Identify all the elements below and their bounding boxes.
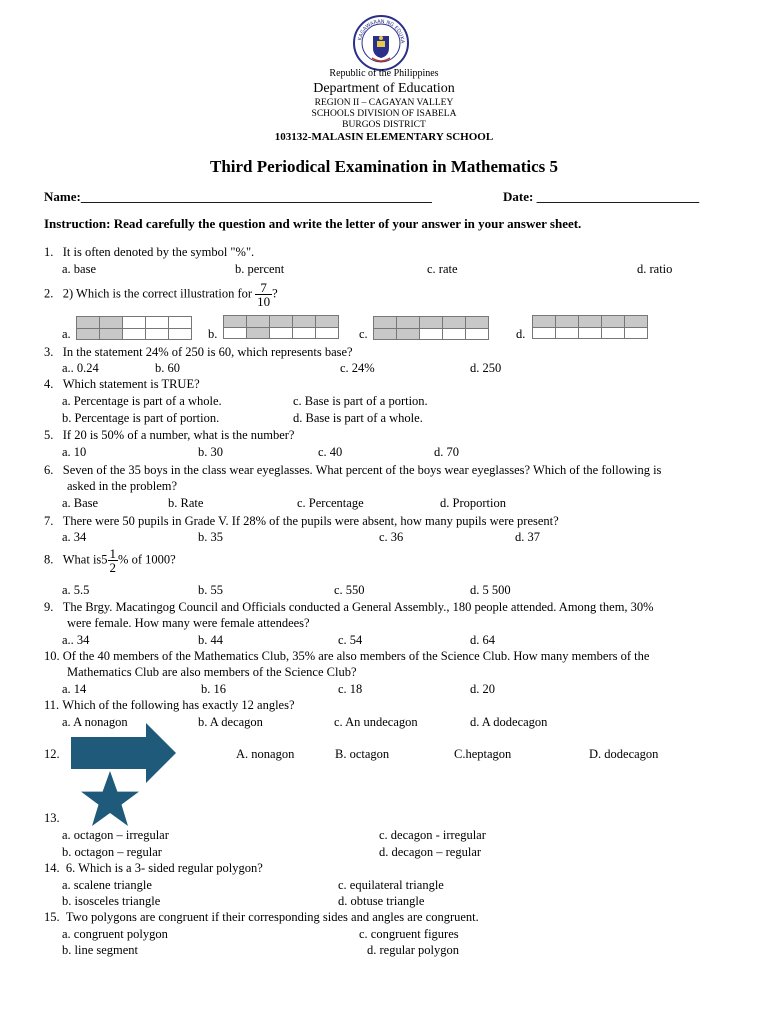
option-b[interactable]: b. isosceles triangle [62, 894, 161, 908]
question-text: What is5 [62, 552, 108, 567]
fraction-part [397, 329, 419, 340]
fraction-cell [602, 316, 625, 338]
fraction-part [247, 328, 269, 339]
fraction-part [247, 316, 269, 328]
option-b[interactable]: b. 35 [198, 530, 223, 544]
date-field[interactable]: Date: _________________________ [503, 189, 700, 204]
option-d[interactable]: d. 64 [470, 633, 495, 647]
fraction-cell [625, 316, 647, 338]
fraction-part [466, 317, 488, 329]
fraction-cell [77, 317, 100, 339]
fraction-cell [466, 317, 488, 339]
fraction-cell [247, 316, 270, 338]
option-c[interactable]: c. decagon - irregular [379, 828, 486, 842]
fraction-cell [100, 317, 123, 339]
fraction-part [374, 329, 396, 340]
star-shape-figure [79, 770, 141, 828]
republic-label: Republic of the Philippines [329, 68, 439, 79]
option-d[interactable]: D. dodecagon [589, 747, 659, 761]
fraction-cell [443, 317, 466, 339]
fraction-part [270, 316, 292, 328]
question-3 [44, 345, 353, 360]
question-number: 9. [44, 600, 54, 614]
question-2: 2. 2) Which is the correct illustration for $\frac{7}{10}$ ? [44, 280, 278, 309]
question-text: Two polygons are congruent if their corresponding sides and angles are congruent. [65, 910, 479, 924]
fraction-bar-c [373, 316, 489, 340]
question-15 [44, 910, 479, 925]
question-number: 10. [44, 649, 60, 663]
option-b[interactable]: b. percent [235, 262, 285, 276]
option-b[interactable]: b. 30 [198, 445, 223, 459]
fraction: $\frac{1}{2}$ [109, 546, 117, 575]
fraction-part [100, 317, 122, 329]
option-c[interactable]: c. 18 [338, 682, 363, 696]
fraction-part [146, 329, 168, 340]
fraction-cell [374, 317, 397, 339]
department-label: Department of Education [313, 81, 455, 96]
question-number: 15. [44, 910, 60, 924]
option-c[interactable]: c. Percentage [297, 496, 364, 510]
option-d[interactable]: d. 37 [515, 530, 540, 544]
option-d[interactable]: d. Base is part of a whole. [293, 411, 423, 425]
question-6-continued: asked in the problem? [67, 479, 178, 493]
question-13-number: 13. [44, 811, 60, 825]
question-text: Which of the following has exactly 12 angles? [62, 698, 295, 712]
question-6 [44, 463, 661, 478]
option-b[interactable]: B. octagon [335, 747, 390, 761]
question-number: 2. [44, 286, 54, 301]
question-text: If 20 is 50% of a number, what is the number? [62, 428, 295, 442]
option-b[interactable]: b. Percentage is part of portion. [62, 411, 220, 425]
option-a[interactable]: a. 34 [62, 530, 87, 544]
fraction-part [625, 316, 647, 328]
option-a[interactable]: a. 10 [62, 445, 87, 459]
fraction-part [169, 329, 191, 340]
question-number: 1. [44, 245, 54, 259]
option-c[interactable]: c. congruent figures [359, 927, 459, 941]
fraction-part [466, 329, 488, 340]
fraction-cell [579, 316, 602, 338]
fraction-bar-b [223, 315, 339, 339]
option-c[interactable]: c. 550 [334, 583, 365, 597]
option-b[interactable]: b. line segment [62, 943, 139, 957]
option-c[interactable]: c. [359, 327, 368, 341]
option-a[interactable]: a. Percentage is part of a whole. [62, 394, 222, 408]
district-label: BURGOS DISTRICT [342, 120, 426, 130]
fraction-cell [293, 316, 316, 338]
fraction-part [77, 317, 99, 329]
option-d[interactable]: d. 70 [434, 445, 459, 459]
question-9 [44, 600, 654, 615]
fraction-part [579, 328, 601, 339]
option-a[interactable]: a. octagon – irregular [62, 828, 169, 842]
exam-title: Third Periodical Examination in Mathematics 5 [209, 157, 559, 176]
question-text: There were 50 pupils in Grade V. If 28% of the pupils were absent, how many pupils were present? [62, 514, 559, 528]
question-10 [44, 649, 649, 664]
fraction-cell [316, 316, 338, 338]
option-d[interactable]: d. regular polygon [367, 943, 459, 957]
option-b[interactable]: b. 55 [198, 583, 223, 597]
fraction-cell [123, 317, 146, 339]
question-text: Of the 40 members of the Mathematics Club, 35% are also members of the Science Club. How many members of the [62, 649, 650, 663]
option-c[interactable]: c. 54 [338, 633, 363, 647]
option-a[interactable]: a. Base [62, 496, 99, 510]
fraction-part [602, 316, 624, 328]
region-label: REGION II – CAGAYAN VALLEY [314, 98, 454, 108]
option-d[interactable]: d. Proportion [440, 496, 506, 510]
fraction-part [625, 328, 647, 339]
option-d[interactable]: d. [516, 327, 526, 341]
option-b[interactable]: b. 16 [201, 682, 226, 696]
question-text: Seven of the 35 boys in the class wear eyeglasses. What percent of the boys wear eyeglasses? Which of the following is [62, 463, 662, 477]
question-14 [44, 861, 263, 876]
option-a[interactable]: a. 5.5 [62, 583, 90, 597]
question-1 [44, 245, 254, 260]
fraction-part [420, 317, 442, 329]
option-b[interactable]: b. 44 [198, 633, 223, 647]
option-b[interactable]: b. Rate [168, 496, 204, 510]
option-c[interactable]: C.heptagon [454, 747, 512, 761]
fraction-part [374, 317, 396, 329]
fraction-cell [397, 317, 420, 339]
option-c[interactable]: c. 40 [318, 445, 343, 459]
option-d[interactable]: d. obtuse triangle [338, 894, 425, 908]
fraction-part [533, 316, 555, 328]
fraction-part [224, 316, 246, 328]
question-5 [44, 428, 294, 443]
question-number: 4. [44, 377, 54, 391]
fraction-part [293, 328, 315, 339]
option-d[interactable]: d. 5 500 [470, 583, 511, 597]
option-c[interactable]: c. An undecagon [334, 715, 418, 729]
option-d[interactable]: d. A dodecagon [470, 715, 548, 729]
question-number: 3. [44, 345, 54, 359]
option-d[interactable]: d. 250 [470, 361, 502, 375]
fraction-part [270, 328, 292, 339]
question-10-continued: Mathematics Club are also members of the Science Club? [67, 665, 357, 679]
fraction-cell [270, 316, 293, 338]
option-a[interactable]: a. 14 [62, 682, 87, 696]
option-c[interactable]: c. 24% [340, 361, 375, 375]
option-b[interactable]: b. [208, 327, 218, 341]
deped-seal-logo [352, 14, 410, 72]
fraction-part [556, 316, 578, 328]
option-a[interactable]: a. base [62, 262, 97, 276]
option-b[interactable]: b. 60 [155, 361, 180, 375]
fraction-cell [224, 316, 247, 338]
question-text: 2) Which is the correct illustration for [62, 286, 253, 301]
option-d[interactable]: d. decagon – regular [379, 845, 482, 859]
question-4 [44, 377, 200, 392]
question-text: It is often denoted by the symbol "%". [62, 245, 255, 259]
question-text: Which statement is TRUE? [62, 377, 200, 391]
fraction-part [397, 317, 419, 329]
fraction-part [443, 329, 465, 340]
fraction-part [123, 317, 145, 329]
question-12-number: 12. [44, 747, 60, 761]
option-a[interactable]: a. A nonagon [62, 715, 128, 729]
name-field[interactable]: Name:______________________________________________________ [44, 189, 432, 204]
option-c[interactable]: c. 36 [379, 530, 404, 544]
fraction-part [316, 316, 338, 328]
option-b[interactable]: b. A decagon [198, 715, 263, 729]
question-text: The Brgy. Macatingog Council and Officials conducted a General Assembly., 180 people attended. Among them, 30% [62, 600, 654, 614]
option-c[interactable]: c. rate [427, 262, 458, 276]
option-c[interactable]: c. equilateral triangle [338, 878, 444, 892]
fraction-part [443, 317, 465, 329]
question-number: 6. [44, 463, 54, 477]
question-text: 6. Which is a 3- sided regular polygon? [65, 861, 263, 875]
fraction-part [224, 328, 246, 339]
division-label: SCHOOLS DIVISION OF ISABELA [311, 109, 457, 119]
fraction-cell [556, 316, 579, 338]
fraction-part [533, 328, 555, 339]
option-a[interactable]: a. [62, 327, 71, 341]
question-7 [44, 514, 559, 529]
fraction-cell [533, 316, 556, 338]
fraction-part [556, 328, 578, 339]
svg-text:KAGAWARAN NG EDUKASYON: KAGAWARAN NG EDUKA [357, 18, 406, 44]
fraction-part [420, 329, 442, 340]
question-8: 8. What is5 $\frac{1}{2}$ % of 1000? [44, 546, 176, 575]
fraction: $\frac{7}{10}$ [257, 280, 271, 309]
option-d[interactable]: d. 20 [470, 682, 495, 696]
option-a[interactable]: a.. 34 [62, 633, 90, 647]
fraction-part [146, 317, 168, 329]
question-text: In the statement 24% of 250 is 60, which represents base? [62, 345, 353, 359]
question-9-continued: were female. How many were female attendees? [67, 616, 310, 630]
fraction-part [602, 328, 624, 339]
fraction-part [169, 317, 191, 329]
fraction-part [123, 329, 145, 340]
question-number: 5. [44, 428, 54, 442]
fraction-bar-a [76, 316, 192, 340]
option-a[interactable]: a. congruent polygon [62, 927, 168, 941]
fraction-part [100, 329, 122, 340]
fraction-cell [146, 317, 169, 339]
fraction-part [293, 316, 315, 328]
option-c[interactable]: c. Base is part of a portion. [293, 394, 428, 408]
fraction-part [316, 328, 338, 339]
fraction-bar-d [532, 315, 648, 339]
question-number: 14. [44, 861, 60, 875]
option-a[interactable]: a.. 0.24 [62, 361, 99, 375]
instruction-text: Instruction: Read carefully the question and write the letter of your answer in your answer sheet. [44, 216, 582, 231]
option-a[interactable]: A. nonagon [236, 747, 295, 761]
question-number: 7. [44, 514, 54, 528]
school-label: 103132-MALASIN ELEMENTARY SCHOOL [274, 131, 494, 143]
question-number: 11. [44, 698, 60, 712]
fraction-part [77, 329, 99, 340]
option-a[interactable]: a. scalene triangle [62, 878, 152, 892]
fraction-cell [169, 317, 191, 339]
question-11 [44, 698, 295, 713]
option-b[interactable]: b. octagon – regular [62, 845, 162, 859]
fraction-part [579, 316, 601, 328]
question-number: 8. [44, 552, 54, 567]
option-d[interactable]: d. ratio [637, 262, 673, 276]
fraction-cell [420, 317, 443, 339]
